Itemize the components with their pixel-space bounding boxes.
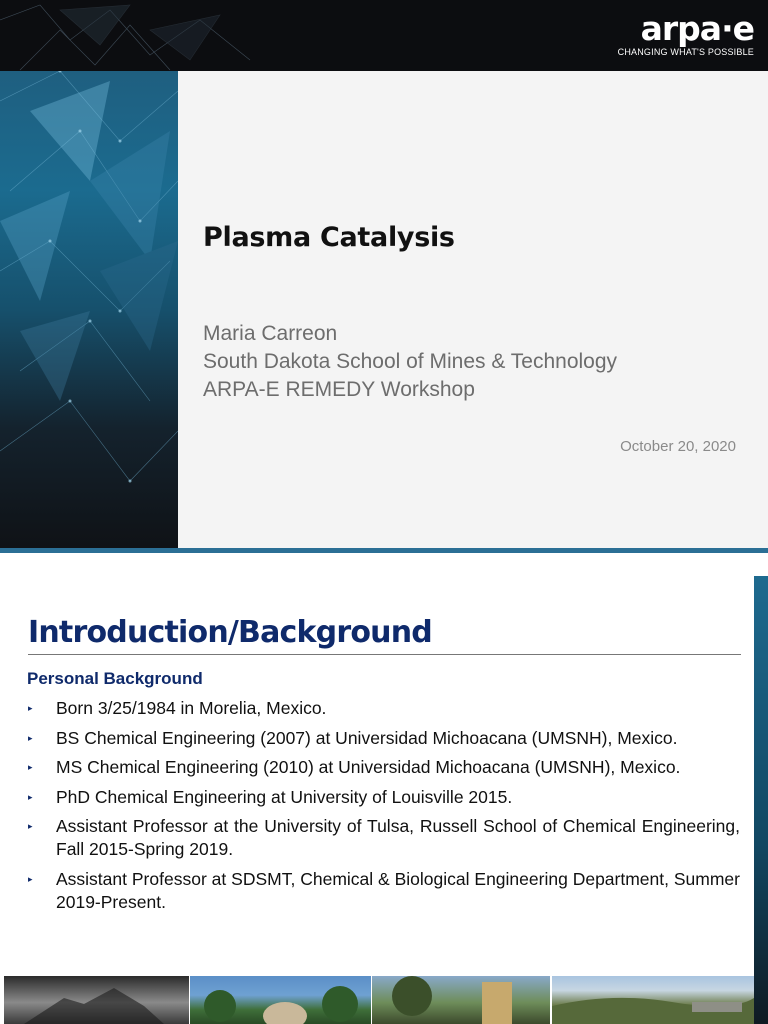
section-title: Personal Background xyxy=(27,669,203,688)
event-name: ARPA-E REMEDY Workshop xyxy=(203,378,475,401)
bullet-item xyxy=(27,727,740,750)
photo-stone-tower xyxy=(372,976,550,1024)
logo-wordmark: arpa·e xyxy=(640,9,754,48)
photo-strip xyxy=(4,976,754,1024)
triangle-pattern xyxy=(0,71,178,548)
bullet-text: PhD Chemical Engineering at University of Louisville 2015. xyxy=(56,786,513,807)
slide-bottom-edge xyxy=(0,548,768,553)
bullet-item xyxy=(27,786,740,809)
bullet-item xyxy=(27,815,740,861)
slide-heading: Introduction/Background xyxy=(28,615,432,650)
bullet-item xyxy=(27,756,740,779)
bullet-arrow-icon: ▸ xyxy=(28,703,33,713)
top-banner xyxy=(0,0,768,71)
photo-historic-building xyxy=(4,976,189,1024)
arpa-e-logo xyxy=(602,10,754,60)
decorative-side-panel xyxy=(0,71,178,548)
decorative-right-edge xyxy=(754,576,768,1024)
bullet-arrow-icon: ▸ xyxy=(28,791,33,802)
bullet-arrow-icon: ▸ xyxy=(28,821,33,831)
institution-name: South Dakota School of Mines & Technology xyxy=(203,350,618,373)
bullet-text: MS Chemical Engineering (2010) at Universidad Michoacana (UMSNH), Mexico. xyxy=(56,757,681,777)
background-bullet-list xyxy=(27,697,740,920)
bullet-text: Assistant Professor at the University of Tulsa, Russell School of Chemical Engineering, Fall 2015-Spring 2019. xyxy=(56,816,740,859)
presentation-date: October 20, 2020 xyxy=(620,438,736,455)
photo-domed-building xyxy=(190,976,371,1024)
photo-hillside-town xyxy=(552,976,754,1024)
bullet-item xyxy=(27,697,740,720)
logo-tagline: CHANGING WHAT'S POSSIBLE xyxy=(617,47,754,57)
bullet-text: BS Chemical Engineering (2007) at Universidad Michoacana (UMSNH), Mexico. xyxy=(56,727,678,748)
background-slide xyxy=(0,576,768,1024)
slide-separator xyxy=(0,548,768,576)
bullet-arrow-icon: ▸ xyxy=(28,873,33,884)
bullet-arrow-icon: ▸ xyxy=(28,732,33,743)
bullet-text: Born 3/25/1984 in Morelia, Mexico. xyxy=(56,698,327,718)
presentation-title: Plasma Catalysis xyxy=(203,222,455,253)
bullet-arrow-icon: ▸ xyxy=(28,762,33,772)
heading-divider xyxy=(28,654,741,655)
bullet-text: Assistant Professor at SDSMT, Chemical & Biological Engineering Department, Summer 2019-Present. xyxy=(56,868,740,912)
bullet-item xyxy=(27,868,740,914)
presenter-name: Maria Carreon xyxy=(203,322,338,345)
